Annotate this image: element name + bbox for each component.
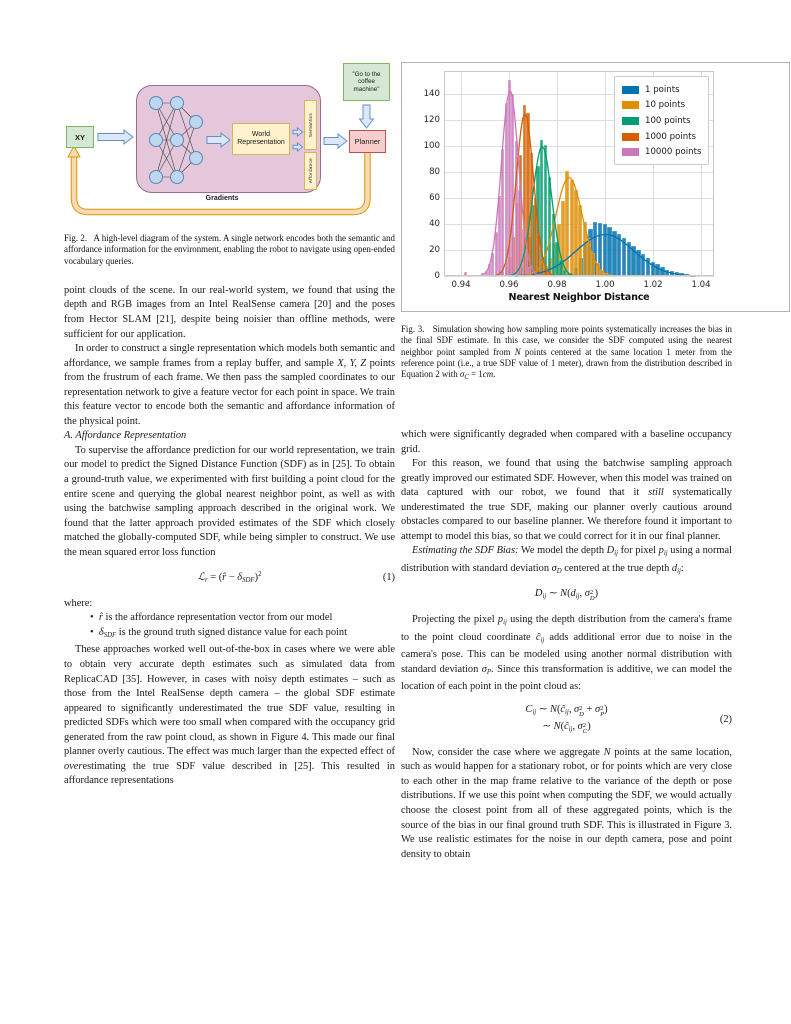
figure2-caption: Fig. 2. A high-level diagram of the system. A single network encodes both the semantic and affordance information for the environment, enabling the robot to navigate using open-ended vocabulary queries. xyxy=(64,233,395,266)
paragraph: In order to construct a single representation which models both semantic and affordance, we sample frames from a replay buffer, and sample X, Y, Z points from the frustrum of each frame. We then pass the sampled coordinates to our representation network to give a feature vector for each point in space. We train this feature vector to encode both the semantic and affordance information of the physical point. xyxy=(64,343,395,427)
equation-depth xyxy=(401,587,732,605)
paragraph: Projecting the pixel pij using the depth distribution from the camera's frame to the point cloud coordinate ĉij adds additional error due to noise in the camera's pose. This can be modeled using another normal distribution with standard deviation σP. Since this transformation is additive, we can model the location of each point in the point cloud as: xyxy=(401,614,733,693)
y-tick-label: 120 xyxy=(423,115,440,126)
xy-label: XY xyxy=(74,132,85,142)
affordance-box xyxy=(304,152,317,190)
paragraph: For this reason, we found that using the batchwise sampling approach greatly improved our estimated SDF. However, when this model was trained on data captured with our robot, we found that it still systematically underestimated the true SDF, making our planner overly cautious around obstacles compared to our baseline planner. We therefore found it important to attempt to model this bias, so that we could correct for it in our final planner. xyxy=(401,458,732,542)
legend-label: 10 points xyxy=(645,100,686,111)
legend-swatch xyxy=(622,101,639,109)
affordance-label: Affordance xyxy=(308,158,313,184)
planner-label: Planner xyxy=(354,137,381,146)
y-tick-label: 80 xyxy=(429,167,440,178)
legend-label: 1 points xyxy=(645,84,680,95)
legend-item xyxy=(622,144,701,160)
legend-swatch xyxy=(622,86,639,94)
equation-2-body xyxy=(431,703,702,738)
equation-2-number: (2) xyxy=(719,714,732,726)
legend-item xyxy=(622,98,701,114)
semantics-label: Semantics xyxy=(308,112,313,138)
legend-item xyxy=(622,129,701,145)
paragraph: These approaches worked well out-of-the-box in cases where we were able to obtain very accurate depth estimates such as simulated data from ReplicaCAD [35]. However, in cases with noisy depth estimates – such as those from the Intel RealSense depth camera – the global SDF estimate appeared to significantly underestimated the true SDF value, resulting in predicted SDFs which were too small when compared with the occupancy grid generated from the raw point cloud, as shown in Figure 4. This made our final planner overly cautious. The effect was much larger than the expected effect of overestimating the true SDF value described in [25]. This resulted in affordance representations xyxy=(64,644,395,787)
legend-label: 1000 points xyxy=(645,131,696,142)
legend-item xyxy=(622,82,701,98)
left-column xyxy=(64,62,395,789)
x-tick-label: 1.00 xyxy=(595,280,615,290)
figure3-wrap xyxy=(401,62,789,383)
bullet-item: • r̂ is the affordance representation vector from our model xyxy=(90,612,333,624)
figure3-chart xyxy=(401,62,790,312)
left-column-text xyxy=(64,284,395,789)
y-tick-label: 140 xyxy=(423,89,440,100)
figure2-diagram xyxy=(64,62,395,226)
xy-box xyxy=(66,126,94,148)
bullet-item: • δSDF is the ground truth signed distance value for each point xyxy=(90,626,347,639)
equation-2-line2: ∼ N(ĉij, σ 2 C ) xyxy=(542,721,591,736)
y-gridline xyxy=(444,276,714,277)
query-label: "Go to the coffee machine" xyxy=(352,70,381,93)
right-column xyxy=(401,428,732,862)
world-representation-box xyxy=(232,123,290,155)
chart-legend xyxy=(614,76,709,165)
equation-1 xyxy=(64,568,395,589)
y-tick-label: 40 xyxy=(429,219,440,230)
paragraph: point clouds of the scene. In our real-world system, we found that using the depth and RGB images from an Intel RealSense camera [20] and the poses from Hector SLAM [21], despite being noisier than offline methods, were sufficient for our application. xyxy=(64,284,395,340)
legend-label: 100 points xyxy=(645,115,691,126)
where-label: where: xyxy=(64,597,93,609)
legend-swatch xyxy=(622,117,639,125)
equation-depth-body: Dij ∼ N(dij, σ 2 D ) xyxy=(534,588,599,603)
equation-1-body: ℒr = (r̂ − δSDF)$^2$ xyxy=(197,571,262,585)
paragraph: which were significantly degraded when compared with a baseline occupancy grid. xyxy=(401,429,732,455)
equation-2-line1: Cij ∼ N(ĉij, σ 2 D + σ 2 P ) xyxy=(525,703,608,718)
y-tick-label: 60 xyxy=(429,193,440,204)
paragraph: Now, consider the case where we aggregate N points at the same location, such as would happen for a stationary robot, or for points which are very close to each other in the map frame relative to the variance of the depth or pose distributions. If we use this point when computing the SDF, we would actually choose the closest point from all of these aggregated points, which is the source of the bias in our final ground truth SDF. This is illustrated in Figure 3. We use realistic estimates for the noise in our depth camera, pose and point density to obtain xyxy=(401,746,732,860)
x-axis-label: Nearest Neighbor Distance xyxy=(508,292,650,303)
section-heading: A. Affordance Representation xyxy=(64,430,187,442)
world-representation-label: World Representation xyxy=(237,130,285,146)
x-tick-label: 0.96 xyxy=(499,280,519,290)
equation-1-number: (1) xyxy=(382,572,395,584)
legend-label: 10000 points xyxy=(645,147,702,158)
x-tick-label: 1.04 xyxy=(691,280,711,290)
semantics-box xyxy=(304,100,317,150)
gradients-label: Gradients xyxy=(205,195,239,202)
figure3-caption: Fig. 3. Simulation showing how sampling more points systematically increases the bias in the final SDF estimate. In this case, we consider the SDF computed using the nearest neighbor point sampled from N points centered at the same location 1 meter from the reference point (i.e., a true SDF value of 1 meter), drawn from the distribution described in Equation 2 with $\sigma_C = 1cm$. xyxy=(401,324,732,382)
y-tick-label: 0 xyxy=(434,271,440,281)
paragraph: To supervise the affordance prediction for our world representation, we train our model to predict the Signed Distance Function (SDF) as in [25]. To obtain a ground-truth value, we experimented with first building a point cloud for the entire scene and querying the global nearest neighbor point, as well as with using the batchwise sampling approach described in the original work. We found that the latter approach provided estimates of the SDF which closely matched the globally-computed SDF, while being simpler to construct. We use the mean squared error loss function xyxy=(64,444,395,558)
paragraph: Estimating the SDF Bias: We model the depth Dij for pixel pij using a normal distribution with standard deviation σD centered at the true depth dij: xyxy=(401,545,733,575)
y-tick-label: 20 xyxy=(429,245,440,256)
equation-2 xyxy=(401,703,732,738)
query-box xyxy=(343,63,390,101)
planner-box xyxy=(349,130,386,153)
legend-swatch xyxy=(622,148,639,156)
legend-swatch xyxy=(622,133,639,141)
y-tick-label: 100 xyxy=(423,141,440,152)
x-tick-label: 0.94 xyxy=(451,280,471,290)
x-tick-label: 1.02 xyxy=(643,280,663,290)
x-tick-label: 0.98 xyxy=(547,280,567,290)
legend-item xyxy=(622,113,701,129)
